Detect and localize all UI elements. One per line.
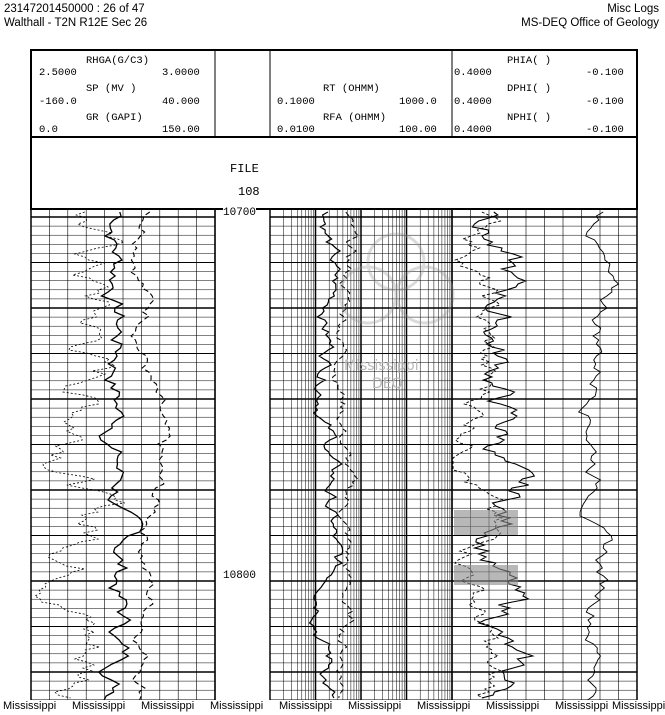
log-type: Misc Logs [607,3,659,15]
gr-max: 150.00 [162,124,200,136]
well-location: Walthall - T2N R12E Sec 26 [4,17,148,29]
depth-10800: 10800 [223,570,257,582]
log-grid [31,210,637,700]
file-label: FILE [230,162,259,176]
doc-id: 23147201450000 : 26 of 47 [4,3,145,15]
footer-mark-9: Mississippi [555,700,609,712]
dphi-label: DPHI( ) [507,83,552,95]
rt-max: 1000.0 [399,96,437,108]
rfa-label: RFA (OHMM) [323,112,387,124]
dphi-max: -0.100 [586,96,624,108]
watermark-line2: DEQ [372,376,403,392]
rt-label: RT (OHMM) [323,83,380,95]
file-number: 108 [238,185,260,199]
footer-mark-4: Mississippi [210,700,264,712]
footer-mark-1: Mississippi [3,700,57,712]
footer-mark-8: Mississippi [486,700,540,712]
footer-mark-5: Mississippi [279,700,333,712]
rt-min: 0.1000 [277,96,315,108]
depth-10700: 10700 [223,207,257,219]
phia-label: PHIA( ) [507,55,552,67]
rfa-min: 0.0100 [277,124,315,136]
phia-max: -0.100 [586,67,624,79]
footer-mark-10: Mississippi [612,700,665,712]
watermark-line1: Mississippi [344,358,419,374]
sp-max: 40.000 [162,96,200,108]
nphi-max: -0.100 [586,124,624,136]
sp-min: -160.0 [39,96,77,108]
file-box [31,137,637,209]
rhga-label: RHGA(G/C3) [86,55,150,67]
footer-mark-7: Mississippi [417,700,471,712]
rfa-max: 100.00 [399,124,437,136]
footer-mark-6: Mississippi [348,700,402,712]
phia-min: 0.4000 [454,67,492,79]
footer-mark-3: Mississippi [141,700,195,712]
rhga-max: 3.0000 [162,67,200,79]
dphi-min: 0.4000 [454,96,492,108]
agency-name: MS-DEQ Office of Geology [521,17,659,29]
gr-label: GR (GAPI) [86,112,143,124]
rhga-min: 2.5000 [39,67,77,79]
footer-mark-2: Mississippi [72,700,126,712]
nphi-label: NPHI( ) [507,112,552,124]
sp-label: SP (MV ) [86,83,137,95]
nphi-min: 0.4000 [454,124,492,136]
gr-min: 0.0 [39,124,58,136]
